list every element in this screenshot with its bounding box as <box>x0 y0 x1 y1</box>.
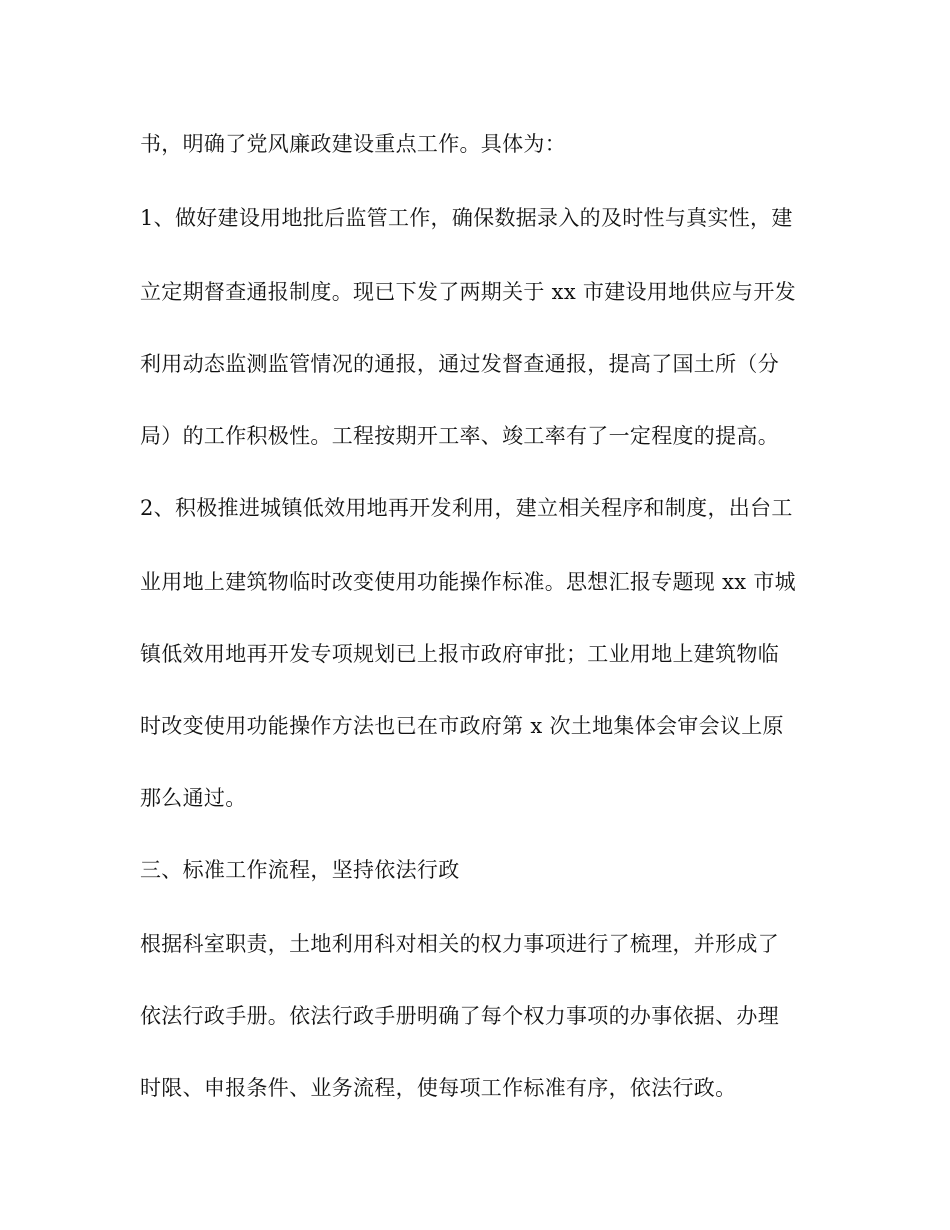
text-line-6: 2、积极推进城镇低效用地再开发利用，建立相关程序和制度，出台工 <box>140 496 793 520</box>
text-line-12: 根据科室职责，土地利用科对相关的权力事项进行了梳理，并形成了 <box>140 932 779 956</box>
text-line-8: 镇低效用地再开发专项规划已上报市政府审批；工业用地上建筑物临 <box>140 642 779 666</box>
text-line-10: 那么通过。 <box>140 786 247 810</box>
text-line-13: 依法行政手册。依法行政手册明确了每个权力事项的办事依据、办理 <box>140 1004 779 1028</box>
text-line-9: 时改变使用功能操作方法也已在市政府第 x 次土地集体会审会议上原 <box>140 714 784 738</box>
section-heading: 三、标准工作流程，坚持依法行政 <box>140 858 460 882</box>
text-line-5: 局）的工作积极性。工程按期开工率、竣工率有了一定程度的提高。 <box>140 424 779 448</box>
text-line-14: 时限、申报条件、业务流程，使每项工作标准有序，依法行政。 <box>140 1076 737 1100</box>
text-line-3: 立定期督查通报制度。现已下发了两期关于 xx 市建设用地供应与开发 <box>140 280 796 304</box>
text-line-1: 书，明确了党风廉政建设重点工作。具体为： <box>140 132 566 156</box>
text-line-2: 1、做好建设用地批后监管工作，确保数据录入的及时性与真实性，建 <box>140 206 793 230</box>
text-line-7: 业用地上建筑物临时改变使用功能操作标准。思想汇报专题现 xx 市城 <box>140 570 796 594</box>
text-line-4: 利用动态监测监管情况的通报，通过发督查通报，提高了国土所（分 <box>140 352 779 376</box>
